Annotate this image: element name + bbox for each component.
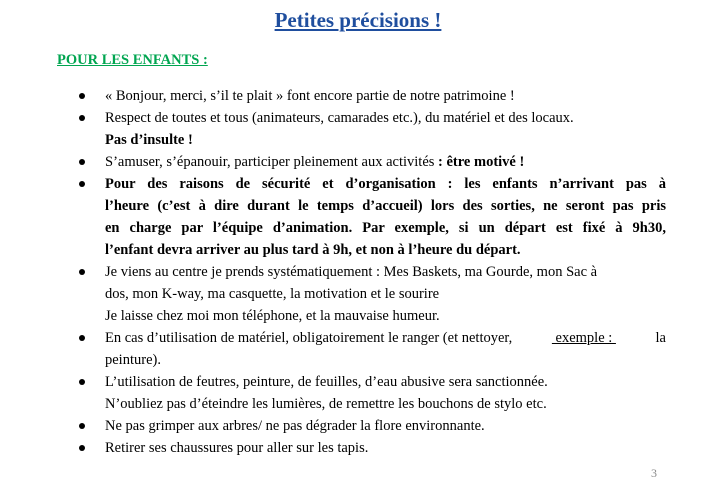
list-item [0, 151, 716, 173]
list-item-text: Retirer ses chaussures pour aller sur les tapis. [105, 440, 369, 456]
bullet-icon [79, 93, 85, 99]
list-item [0, 173, 716, 261]
list-item-text-bold: en charge par l’équipe d’animation. Par exemple, si un départ est fixé à 9h30, [105, 220, 666, 236]
list-item-text: « Bonjour, merci, s’il te plait » font encore partie de notre patrimoine ! [105, 88, 515, 104]
list-item-text: Respect de toutes et tous (animateurs, camarades etc.), du matériel et des locaux. [105, 110, 574, 126]
list-item-text: Ne pas grimper aux arbres/ ne pas dégrader la flore environnante. [105, 418, 485, 434]
list-item-text-bold: Pas d’insulte ! [105, 132, 193, 148]
bullet-icon [79, 159, 85, 165]
list-item-text: Je viens au centre je prends systématiquement : Mes Baskets, ma Gourde, mon Sac à [105, 264, 598, 280]
rules-list [0, 85, 716, 459]
list-item-text-bold: l’enfant devra arriver au plus tard à 9h, et non à l’heure du départ. [105, 242, 521, 258]
bullet-icon [79, 335, 85, 341]
page-title: Petites précisions ! [274, 8, 442, 32]
list-item-text-underlined: exemple : [551, 330, 616, 346]
list-item-text-bold: l’heure (c’est à dire durant le temps d’accueil) lors des sorties, ne seront pas pris [105, 198, 666, 214]
bullet-icon [79, 379, 85, 385]
list-item-text-bold: : être motivé ! [438, 154, 525, 170]
page-number: 3 [651, 466, 657, 480]
bullet-icon [79, 181, 85, 187]
list-item-text: S’amuser, s’épanouir, participer pleinement aux activités [105, 154, 439, 170]
list-item-text-bold: Pour des raisons de sécurité et d’organisation : les enfants n’arrivant pas à [105, 176, 666, 192]
list-item-text: L’utilisation de feutres, peinture, de feuilles, d’eau abusive sera sanctionnée. [105, 374, 548, 390]
bullet-icon [79, 269, 85, 275]
list-item [0, 107, 716, 151]
list-item [0, 261, 716, 327]
list-item-line [105, 327, 666, 349]
list-item-text: N’oubliez pas d’éteindre les lumières, de remettre les bouchons de stylo etc. [105, 396, 547, 412]
section-heading: POUR LES ENFANTS : [57, 52, 208, 68]
list-item-text: dos, mon K-way, ma casquette, la motivation et le sourire [105, 286, 440, 302]
bullet-icon [79, 115, 85, 121]
list-item-text: Je laisse chez moi mon téléphone, et la mauvaise humeur. [105, 308, 440, 324]
list-item-line [105, 151, 666, 173]
list-item [0, 371, 716, 415]
bullet-icon [79, 445, 85, 451]
list-item-text: la [655, 330, 666, 346]
list-item-text: En cas d’utilisation de matériel, obligatoirement le ranger (et nettoyer, [105, 330, 513, 346]
list-item [0, 437, 716, 459]
bullet-icon [79, 423, 85, 429]
list-item [0, 85, 716, 107]
list-item-text: peinture). [105, 352, 161, 368]
list-item [0, 415, 716, 437]
list-item [0, 327, 716, 371]
